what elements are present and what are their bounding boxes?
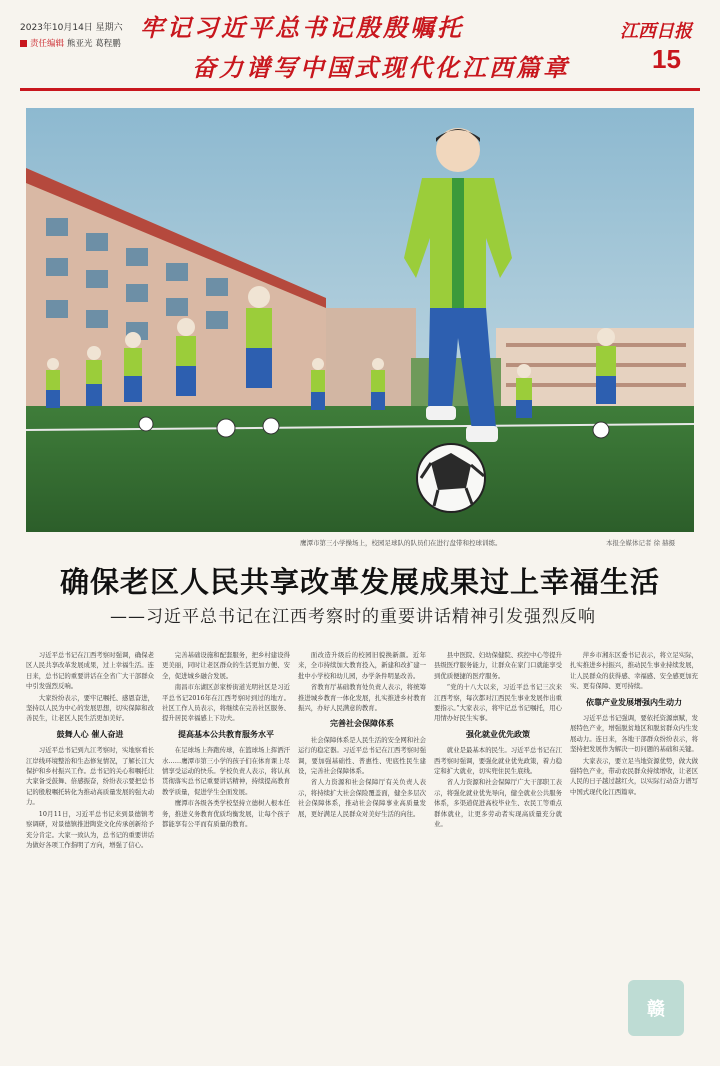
article-subheadline: ——习近平总书记在江西考察时的重要讲话精神引发强烈反响 (110, 607, 596, 627)
paragraph: 就业是最基本的民生。习近平总书记在江西考察时强调，要强化就业优先政策，着力稳定和扩大就业，切实兜住民生底线。 (434, 746, 562, 776)
editor-names: 熊亚光 葛程鹏 (67, 39, 121, 49)
section-heading: 鼓舞人心 催人奋进 (56, 729, 124, 739)
article-column (162, 650, 290, 1040)
editor-credit (20, 37, 121, 49)
photo-credit: 本报全媒体记者 徐 赫摄 (606, 539, 676, 547)
masthead-divider (20, 88, 700, 91)
paragraph: “党的十八大以来，习近平总书记三次来江西考察，每次都对江西民生事业发展作出重要指示。”大家表示，将牢记总书记嘱托，用心用情办好民生实事。 (434, 683, 562, 723)
paragraph: 习近平总书记在江西考察时强调，确保老区人民共享改革发展成果，过上幸福生活。连日来，总书记的重要讲话在全省广大干部群众中引发强烈反响。 (26, 651, 154, 691)
paragraph: 鹰潭市各级各类学校坚持立德树人根本任务，推进义务教育优质均衡发展，让每个孩子都能享有公平而有质量的教育。 (162, 799, 290, 829)
paragraph: 10月11日，习近平总书记来到景德镇考察调研，对景德镇推进陶瓷文化传承创新给予充分肯定。大家一致认为，总书记的重要讲话为做好各项工作指明了方向，增强了信心。 (26, 809, 154, 849)
section-heading: 完善社会保障体系 (330, 719, 394, 729)
article-column (434, 650, 562, 1040)
paragraph: 完善基础设施和配套服务，把乡村建设得更美丽，同时让老区群众的生活更加方便、安全，促进城乡融合发展。 (162, 651, 290, 680)
lead-photo (26, 108, 694, 532)
section-heading: 提高基本公共教育服务水平 (178, 729, 274, 739)
issue-date: 2023年10月14日 星期六 (20, 23, 123, 33)
paragraph: 习近平总书记到九江考察时，实地察看长江岸线环境整治和生态修复情况，了解长江大保护和乡村振兴工作。总书记的关心和嘱托让大家备受鼓舞、倍感振奋，纷纷表示要把总书记的殷殷嘱托转化为推动高质量发展的强大动力。 (26, 746, 154, 807)
paragraph: 萍乡市湘东区委书记表示，将立足实际，扎实推进乡村振兴，推动民生事业持续发展，让人民群众的获得感、幸福感、安全感更加充实、更有保障、更可持续。 (570, 651, 698, 691)
paragraph: 省人力资源和社会保障厅广大干部职工表示，将强化就业优先导向，健全就业公共服务体系，多渠道促进高校毕业生、农民工等重点群体就业，让更多劳动者实现高质量充分就业。 (434, 778, 562, 829)
article-column (26, 650, 154, 1040)
newspaper-logo: 江西日报 (620, 21, 692, 42)
section-heading: 强化就业优先政策 (466, 729, 530, 739)
paragraph: 大家纷纷表示，要牢记嘱托、感恩奋进，坚持以人民为中心的发展思想，切实保障和改善民生，让老区人民生活更加美好。 (26, 693, 154, 723)
paragraph: 在足球场上奔跑传球，在篮球场上挥洒汗水……鹰潭市第三小学的孩子们在体育课上尽情享受运动的快乐。学校负责人表示，将认真贯彻落实总书记重要讲话精神，持续提高教育教学质量，促进学生全面发展。 (162, 746, 290, 796)
paragraph: 南昌市东湖区彭家桥街道光明社区是习近平总书记2016年在江西考察时到过的地方。社区工作人员表示，将继续在完善社区服务、提升居民幸福感上下功夫。 (162, 683, 290, 723)
banner-headline-line1: 牢记习近平总书记殷殷嘱托 (140, 14, 464, 42)
paragraph: 社会保障体系是人民生活的安全网和社会运行的稳定器。习近平总书记在江西考察时强调，要加强基础性、普惠性、兜底性民生建设，完善社会保障体系。 (298, 735, 426, 776)
section-heading: 依靠产业发展增强内生动力 (586, 697, 682, 707)
page-number: 15 (652, 44, 681, 74)
paragraph: 省教育厅基础教育处负责人表示，将统筹推进城乡教育一体化发展，扎实推进乡村教育振兴，办好人民满意的教育。 (298, 683, 426, 713)
football-training-photo (26, 108, 694, 532)
paragraph: 面改造升级后的校园旧貌换新颜。近年来，全市持续加大教育投入，新建和改扩建一批中小学校和幼儿园，办学条件明显改善。 (298, 651, 426, 680)
paragraph: 县中医院、妇幼保健院、疾控中心等提升县级医疗服务能力，让群众在家门口就能享受到优质便捷的医疗服务。 (434, 651, 562, 680)
masthead (0, 0, 720, 92)
article-body (26, 650, 698, 1040)
paragraph: 习近平总书记强调，要依托资源禀赋，发展特色产业，增强脱贫地区和脱贫群众内生发展动力。连日来，各地干部群众纷纷表示，将坚持把发展作为解决一切问题的基础和关键。 (570, 714, 698, 754)
article-headline: 确保老区人民共享改革发展成果过上幸福生活 (59, 565, 660, 599)
watermark-seal: 赣 (628, 980, 684, 1036)
editor-role-label: 责任编辑 (30, 39, 65, 49)
red-square-icon (20, 40, 27, 47)
banner-headline-line2: 奋力谱写中国式现代化江西篇章 (192, 54, 570, 82)
paragraph: 省人力资源和社会保障厅有关负责人表示，将持续扩大社会保险覆盖面，健全多层次社会保障体系，推动社会保障事业高质量发展，更好满足人民群众对美好生活的向往。 (298, 778, 426, 818)
paragraph: 大家表示，要立足当地资源优势，做大做强特色产业，带动农民群众持续增收，让老区人民的日子越过越红火，以实际行动奋力谱写中国式现代化江西篇章。 (570, 756, 698, 796)
article-column (298, 650, 426, 1040)
photo-caption: 鹰潭市第三小学操场上，校园足球队的队员们在进行盘带和控球训练。 (300, 539, 502, 547)
